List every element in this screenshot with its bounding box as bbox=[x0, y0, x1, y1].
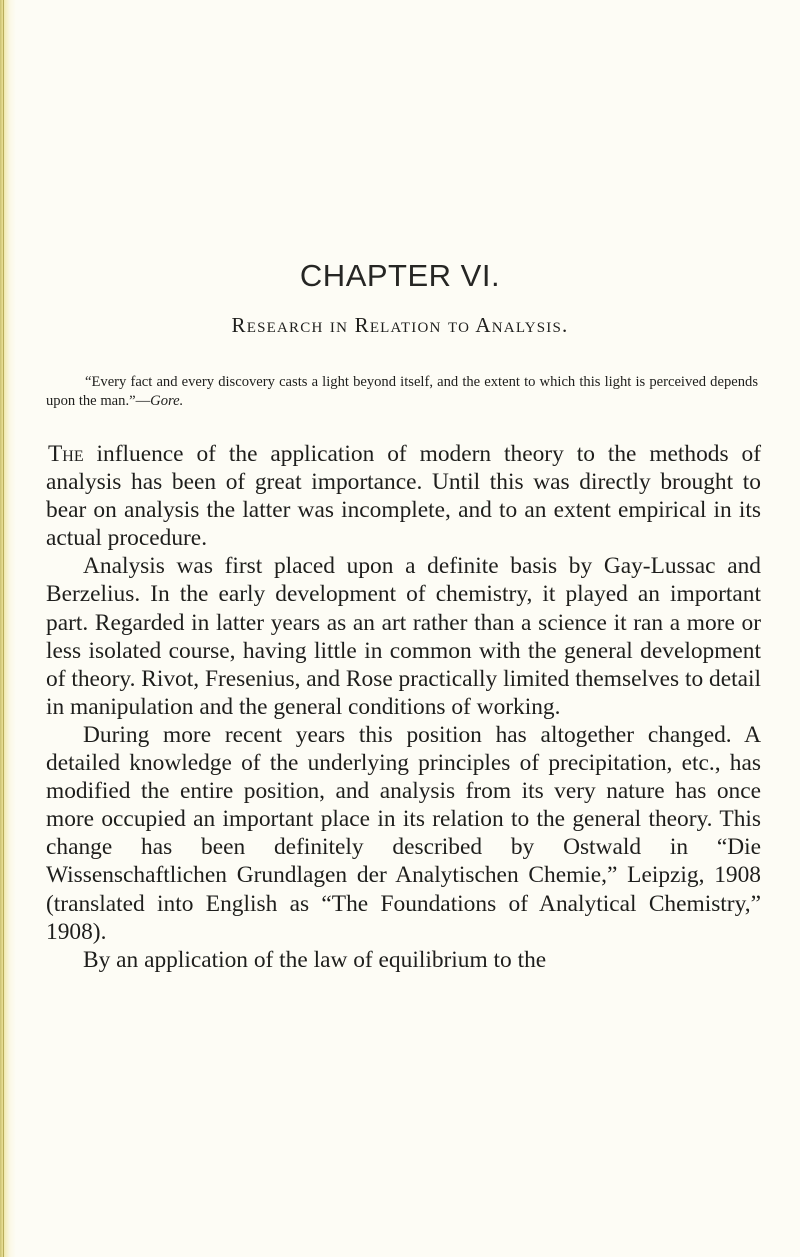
body-text bbox=[46, 440, 761, 974]
binding-line bbox=[3, 0, 4, 1257]
paragraph-text: influence of the application of modern theory to the methods of analysis has been of great importance. Until this was directly brought to bear on analysis the latter was incomplete, and to an extent empirical in its actual procedure. bbox=[46, 441, 761, 552]
chapter-heading: CHAPTER VI. bbox=[299, 258, 501, 293]
paragraph-text: Analysis was first placed upon a definite basis by Gay-Lussac and Berzelius. In the early development of chemistry, it played an important part. Regarded in latter years as an art rather than a science it ran a more or less isolated course, having little in common with the general development of theory. Rivot, Fresenius, and Rose practically limited themselves to detail in manipulation and the general conditions of working. bbox=[46, 553, 761, 720]
paragraph-text: During more recent years this position has altogether changed. A detailed knowledge of the underlying principles of precipitation, etc., has modified the entire position, and analysis from its very nature has once more occupied an important place in its relation to the general theory. This change has been definitely described by Ostwald in “Die Wissenschaftlichen Grundlagen der Analytischen Chemie,” Leipzig, 1908 (translated into English as “The Foundations of Analytical Chemistry,” 1908). bbox=[46, 721, 761, 945]
epigraph-attribution: Gore. bbox=[150, 393, 184, 409]
paragraph-lead: The bbox=[48, 441, 84, 467]
epigraph bbox=[46, 373, 758, 411]
paragraph-4 bbox=[46, 946, 761, 974]
paragraph-1 bbox=[46, 440, 761, 552]
paragraph-3 bbox=[46, 721, 761, 946]
paragraph-2 bbox=[46, 552, 761, 721]
chapter-title: Research in Relation to Analysis. bbox=[231, 313, 569, 337]
epigraph-quote: “Every fact and every discovery casts a light beyond itself, and the extent to which this light is perceived depends upon the man.”— bbox=[46, 374, 758, 409]
paragraph-text: By an application of the law of equilibrium to the bbox=[83, 946, 547, 973]
page-binding-edge bbox=[0, 0, 16, 1257]
